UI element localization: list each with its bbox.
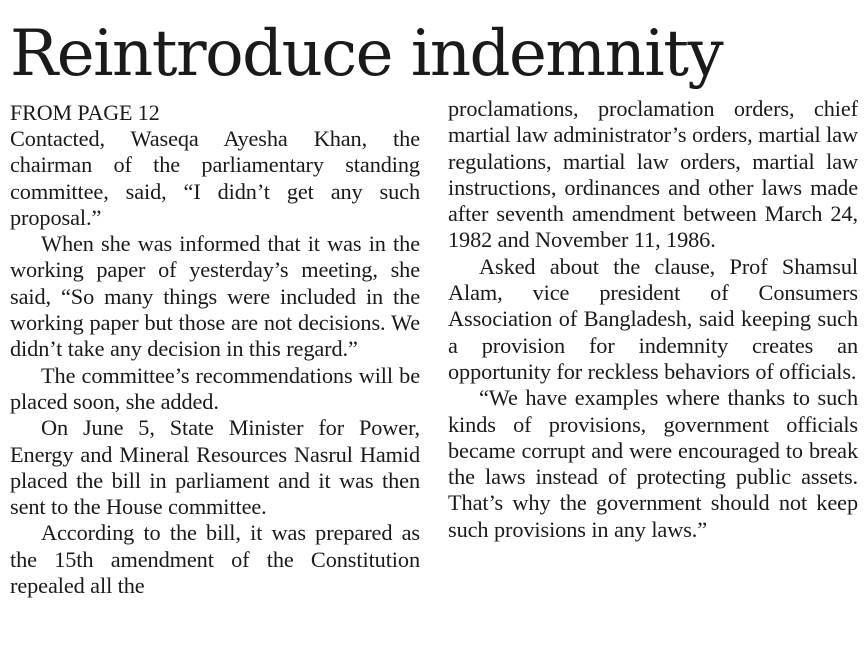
paragraph: The committee’s recommendations will be placed soon, she added. — [10, 362, 420, 414]
paragraph: Asked about the clause, Prof Shamsul Alam, vice president of Consumers Association of Bangladesh, said keeping such a provision for indemnity creates an opportunity for reckless behaviors of officials. — [448, 253, 858, 384]
jump-line: FROM PAGE 12 — [10, 100, 160, 125]
paragraph: proclamations, proclamation orders, chief martial law administrator’s orders, martial law regulations, martial law orders, martial law instructions, ordinances and other laws made after seventh amendment between March 24, 1982 and November 11, 1986. — [448, 96, 858, 253]
headline: Reintroduce indemnity — [10, 17, 723, 91]
paragraph: “We have examples where thanks to such kinds of provisions, government officials became corrupt and were encouraged to break the laws instead of protecting public assets. That’s why the government should not keep such provisions in any laws.” — [448, 385, 858, 542]
paragraph: According to the bill, it was prepared as the 15th amendment of the Constitution repealed all the — [10, 520, 420, 599]
paragraph: On June 5, State Minister for Power, Energy and Mineral Resources Nasrul Hamid placed the bill in parliament and it was then sent to the House committee. — [10, 415, 420, 520]
paragraph: Contacted, Waseqa Ayesha Khan, the chairman of the parliamentary standing committee, said, “I didn’t get any such proposal.” — [10, 126, 420, 230]
paragraph: When she was informed that it was in the working paper of yesterday’s meeting, she said, “So many things were included in the working paper but those are not decisions. We didn’t take any decision in this regard.” — [10, 231, 420, 362]
article-column-right — [448, 96, 858, 543]
article-column-left — [10, 100, 420, 599]
